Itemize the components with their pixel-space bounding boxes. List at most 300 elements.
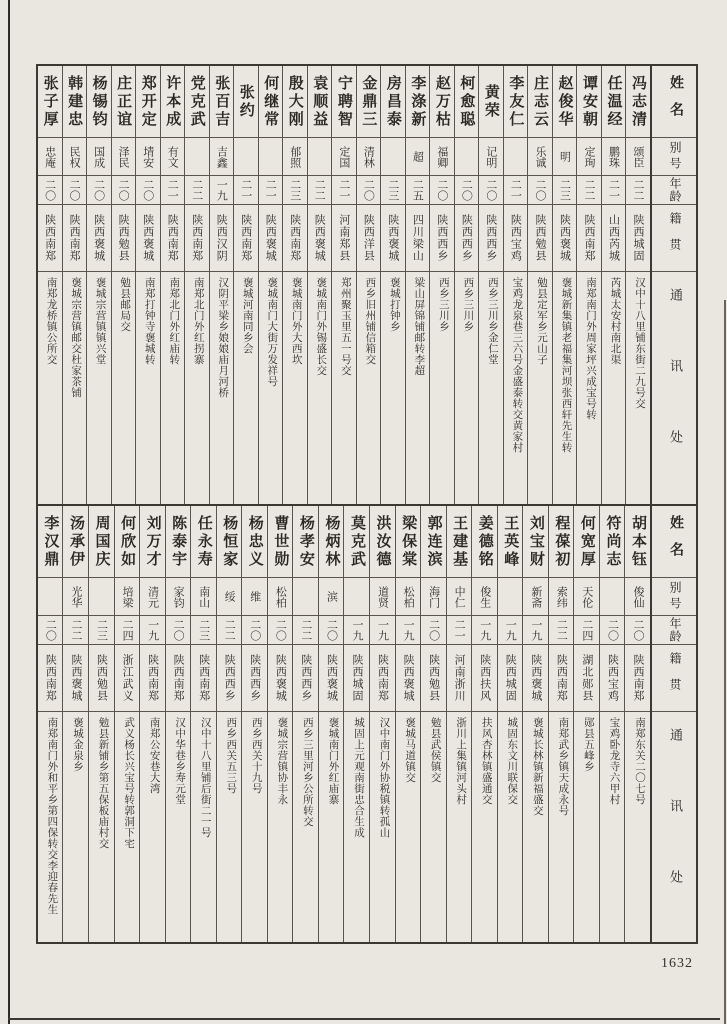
directory-entry — [497, 506, 523, 942]
entry-age: 二〇 — [625, 616, 650, 645]
entry-alias: 中仁 — [447, 578, 472, 616]
entry-name: 姜德铭 — [472, 506, 497, 578]
directory-entry — [292, 506, 318, 942]
entry-alias: 超 — [406, 138, 430, 176]
directory-entry — [38, 66, 62, 504]
entry-age: 一九 — [140, 616, 165, 645]
entry-address: 南郑北门外红拐寨 — [192, 277, 204, 365]
entry-origin: 陕西褒城 — [553, 205, 577, 272]
entry-alias: 滨 — [319, 578, 344, 616]
entry-age: 二五 — [406, 176, 430, 205]
entry-name: 何继常 — [259, 66, 283, 138]
entry-alias: 福卿 — [430, 138, 454, 176]
entry-name: 谭安朝 — [577, 66, 601, 138]
directory-entry — [282, 66, 307, 504]
entry-address: 勉县邮局交 — [119, 277, 131, 332]
entry-age: 二一 — [332, 176, 356, 205]
directory-entry — [429, 66, 454, 504]
entry-name: 赵万枯 — [430, 66, 454, 138]
entry-origin: 浙江武义 — [115, 645, 140, 712]
entry-name: 金鼎三 — [357, 66, 381, 138]
entry-age: 二三 — [283, 176, 307, 205]
entry-origin: 四川梁山 — [406, 205, 430, 272]
entry-address: 褒城南门外红庙寨 — [327, 717, 339, 805]
entry-origin: 陕西褒城 — [308, 205, 332, 272]
entry-address: 褒城宗营镇协丰永 — [276, 717, 288, 805]
entry-address: 褒城南门大街万发祥号 — [266, 277, 278, 387]
entry-name: 何欣如 — [115, 506, 140, 578]
entry-alias — [504, 138, 528, 176]
entry-alias: 乐诚 — [528, 138, 552, 176]
entry-origin: 陕西南郑 — [370, 645, 395, 712]
entry-address: 城固东文川联保交 — [506, 717, 518, 805]
entry-address: 南郑北门外红庙转 — [168, 277, 180, 365]
entry-origin: 陕西南郑 — [161, 205, 185, 272]
entry-origin: 陕西汉阴 — [210, 205, 234, 272]
directory-entry — [88, 506, 114, 942]
entry-origin: 陕西褒城 — [87, 205, 111, 272]
entry-age: 二三 — [553, 176, 577, 205]
entry-address: 南郑南门外和平乡第四保转交李迎春先生 — [46, 717, 58, 915]
entry-alias: 新斋 — [523, 578, 548, 616]
directory-entry — [548, 506, 574, 942]
directory-band-bottom — [38, 504, 696, 942]
entry-alias: 家钧 — [166, 578, 191, 616]
entry-alias — [498, 578, 523, 616]
entry-alias: 清林 — [357, 138, 381, 176]
entry-origin: 陕西褒城 — [396, 645, 421, 712]
entry-origin: 陕西勉县 — [528, 205, 552, 272]
header-name: 姓名 — [652, 66, 696, 138]
scan-edge-right — [724, 300, 726, 1024]
entry-address: 西乡西关五三号 — [225, 717, 237, 794]
entry-name: 袁顺益 — [308, 66, 332, 138]
directory-entry — [86, 66, 111, 504]
entry-name: 杨恒家 — [217, 506, 242, 578]
entry-name: 韩建忠 — [63, 66, 87, 138]
header-address: 通讯处 — [668, 288, 683, 501]
directory-entry — [552, 66, 577, 504]
directory-entry — [625, 66, 650, 504]
entry-address: 扶风杏林镇盛通交 — [480, 717, 492, 805]
entry-address: 汉中十八里铺后街二一号 — [199, 717, 211, 838]
directory-entry — [62, 506, 88, 942]
entry-age: 二二 — [626, 176, 650, 205]
entry-address: 褒城金泉乡 — [71, 717, 83, 772]
entry-address: 城固上元观南街忠合生成 — [352, 717, 364, 838]
entry-age: 一九 — [210, 176, 234, 205]
directory-entry — [233, 66, 258, 504]
entry-origin: 陕西西乡 — [430, 205, 454, 272]
entry-name: 符尚志 — [600, 506, 625, 578]
entry-alias: 忠庵 — [38, 138, 62, 176]
entry-alias — [89, 578, 114, 616]
entry-age: 二二 — [308, 176, 332, 205]
entry-alias — [293, 578, 318, 616]
entry-name: 洪汝德 — [370, 506, 395, 578]
column-headers-bottom — [650, 506, 696, 942]
entry-origin: 陕西城固 — [498, 645, 523, 712]
entry-origin: 陕西褒城 — [63, 645, 88, 712]
entry-age: 二〇 — [528, 176, 552, 205]
entry-alias: 定珣 — [577, 138, 601, 176]
entry-alias: 维 — [242, 578, 267, 616]
entry-origin: 陕西南郑 — [625, 645, 650, 712]
entry-alias — [185, 138, 209, 176]
entry-address: 汉中十八里铺东街二九号交 — [634, 277, 645, 409]
entry-alias: 国成 — [87, 138, 111, 176]
directory-entry — [111, 66, 136, 504]
entry-origin: 陕西褒城 — [136, 205, 160, 272]
entry-age: 二〇 — [600, 616, 625, 645]
entry-age: 二〇 — [268, 616, 293, 645]
header-age: 年龄 — [652, 616, 696, 645]
directory-entry — [356, 66, 381, 504]
entry-origin: 河南浙川 — [447, 645, 472, 712]
header-origin: 籍贯 — [652, 645, 696, 712]
entry-address: 梁山屏锦铺邮转李超 — [413, 277, 425, 376]
header-name: 姓名 — [652, 506, 696, 578]
scan-edge-left — [8, 0, 10, 1024]
entry-address: 勉县定军乡元山子 — [535, 277, 547, 365]
entry-origin: 陕西南郑 — [549, 645, 574, 712]
directory-entry — [318, 506, 344, 942]
directory-entry — [446, 506, 472, 942]
directory-band-top — [38, 66, 696, 504]
entry-address: 南郑南门外周家坪兴成宝号转 — [584, 277, 596, 420]
entry-name: 庄志云 — [528, 66, 552, 138]
entries-top — [38, 66, 650, 504]
directory-entry — [405, 66, 430, 504]
entry-address: 褒城长林镇新福盛交 — [531, 717, 543, 816]
entry-origin: 陕西宝鸡 — [600, 645, 625, 712]
entry-address: 西乡三里河乡公所转交 — [301, 717, 313, 827]
header-origin: 籍贯 — [652, 205, 696, 272]
entry-alias: 松柏 — [396, 578, 421, 616]
entry-name: 赵俊华 — [553, 66, 577, 138]
entry-age: 二〇 — [87, 176, 111, 205]
entry-age: 一九 — [396, 616, 421, 645]
entry-age: 二二 — [293, 616, 318, 645]
entry-origin: 陕西南郑 — [140, 645, 165, 712]
directory-entry — [522, 506, 548, 942]
entry-age: 二一 — [259, 176, 283, 205]
entry-address: 郑州聚玉里五一号交 — [339, 277, 351, 376]
entry-alias: 海门 — [421, 578, 446, 616]
entry-age: 二〇 — [479, 176, 503, 205]
entry-origin: 陕西南郑 — [166, 645, 191, 712]
entry-origin: 陕西南郑 — [191, 645, 216, 712]
entry-origin: 陕西南郑 — [234, 205, 258, 272]
entry-name: 王建基 — [447, 506, 472, 578]
directory-entry — [573, 506, 599, 942]
entry-address: 西乡西关十九号 — [250, 717, 262, 794]
entry-alias — [259, 138, 283, 176]
directory-entry — [209, 66, 234, 504]
entry-age: 二〇 — [38, 176, 62, 205]
entry-name: 郑开定 — [136, 66, 160, 138]
entry-origin: 陕西褒城 — [319, 645, 344, 712]
entry-address: 褒城马道镇交 — [404, 717, 416, 783]
entry-name: 李涤新 — [406, 66, 430, 138]
page-number: 1632 — [661, 956, 693, 971]
entry-age: 一九 — [472, 616, 497, 645]
entry-alias — [344, 578, 369, 616]
entry-age: 二一 — [234, 176, 258, 205]
entry-address: 宝鸡龙泉巷三六号金盛泰转交黄家村 — [511, 277, 523, 453]
entry-alias — [455, 138, 479, 176]
directory-entry — [190, 506, 216, 942]
entry-alias: 郁照 — [283, 138, 307, 176]
entry-alias: 吉鑫 — [210, 138, 234, 176]
entry-age: 一九 — [498, 616, 523, 645]
entry-age: 二二 — [577, 176, 601, 205]
entry-origin: 河南郑县 — [332, 205, 356, 272]
entry-alias: 松柏 — [268, 578, 293, 616]
entry-age: 二四 — [574, 616, 599, 645]
entry-origin: 陕西西乡 — [455, 205, 479, 272]
entry-name: 任温经 — [602, 66, 626, 138]
entry-address: 南郑东关二〇七号 — [634, 717, 645, 805]
entry-origin: 陕西南郑 — [577, 205, 601, 272]
directory-entry — [599, 506, 625, 942]
directory-entry — [454, 66, 479, 504]
directory-entry — [184, 66, 209, 504]
entry-origin: 陕西南郑 — [38, 205, 62, 272]
entry-name: 张百吉 — [210, 66, 234, 138]
entry-alias: 有文 — [161, 138, 185, 176]
header-address: 通讯处 — [668, 728, 683, 941]
directory-entry — [380, 66, 405, 504]
entry-name: 冯志清 — [626, 66, 650, 138]
entry-origin: 陕西勉县 — [89, 645, 114, 712]
entry-alias: 埥安 — [136, 138, 160, 176]
entry-origin: 陕西勉县 — [112, 205, 136, 272]
entry-address: 西乡三川乡金仁堂 — [486, 277, 498, 365]
entry-address: 郧县五峰乡 — [582, 717, 594, 772]
entry-origin: 陕西褒城 — [268, 645, 293, 712]
entry-name: 杨炳林 — [319, 506, 344, 578]
entry-name: 任永寿 — [191, 506, 216, 578]
directory-table — [36, 64, 698, 944]
entry-address: 褒城宗营镇邮交杜家茶铺 — [70, 277, 82, 398]
entry-name: 李汉鼎 — [38, 506, 63, 578]
directory-entry — [369, 506, 395, 942]
entry-name: 周国庆 — [89, 506, 114, 578]
entry-alias — [38, 578, 63, 616]
entry-alias: 颂臣 — [626, 138, 650, 176]
entry-age: 二〇 — [38, 616, 63, 645]
entry-origin: 陕西城固 — [626, 205, 650, 272]
entry-origin: 陕西褒城 — [523, 645, 548, 712]
entry-address: 西乡三川乡 — [437, 277, 449, 332]
entry-name: 梁保棠 — [396, 506, 421, 578]
entry-name: 房昌泰 — [381, 66, 405, 138]
directory-entry — [258, 66, 283, 504]
entry-address: 勉县新铺乡第五保板庙村交 — [97, 717, 109, 849]
entry-address: 武义杨长兴宝号转郭洞下宅 — [123, 717, 135, 849]
directory-entry — [420, 506, 446, 942]
entry-alias: 天伦 — [574, 578, 599, 616]
entry-name: 曹世勋 — [268, 506, 293, 578]
entry-origin: 陕西褒城 — [259, 205, 283, 272]
entry-address: 褒城新集镇老福集河坝张西轩先生转 — [560, 277, 572, 453]
entry-age: 二一 — [602, 176, 626, 205]
entry-address: 汉阴平梁乡娘娘庙月河桥 — [217, 277, 229, 398]
entry-age: 二三 — [191, 616, 216, 645]
directory-entry — [139, 506, 165, 942]
entry-age: 二三 — [89, 616, 114, 645]
directory-entry — [135, 66, 160, 504]
entry-age: 二〇 — [136, 176, 160, 205]
entry-address: 褒城打钟乡 — [388, 277, 400, 332]
entry-name: 程葆初 — [549, 506, 574, 578]
directory-entry — [241, 506, 267, 942]
entry-alias — [234, 138, 258, 176]
directory-entry — [331, 66, 356, 504]
entry-alias: 清元 — [140, 578, 165, 616]
entry-origin: 陕西宝鸡 — [504, 205, 528, 272]
directory-entry — [62, 66, 87, 504]
entry-origin: 陕西扶风 — [472, 645, 497, 712]
entry-name: 刘宝财 — [523, 506, 548, 578]
entry-name: 宁聘智 — [332, 66, 356, 138]
entry-alias: 鹏珠 — [602, 138, 626, 176]
entry-age: 二〇 — [455, 176, 479, 205]
entry-alias: 记明 — [479, 138, 503, 176]
entry-origin: 陕西南郑 — [63, 205, 87, 272]
entry-age: 一九 — [344, 616, 369, 645]
entry-alias: 绥 — [217, 578, 242, 616]
directory-entry — [165, 506, 191, 942]
entry-address: 南郑打钟寺褒城转 — [143, 277, 155, 365]
entry-age: 二〇 — [319, 616, 344, 645]
entry-age: 二〇 — [112, 176, 136, 205]
entry-origin: 陕西西乡 — [479, 205, 503, 272]
entry-age: 二二 — [185, 176, 209, 205]
entry-name: 杨孝安 — [293, 506, 318, 578]
entry-alias: 光华 — [63, 578, 88, 616]
header-alias: 别号 — [652, 138, 696, 176]
directory-entry — [216, 506, 242, 942]
entry-origin: 陕西城固 — [344, 645, 369, 712]
directory-entry — [38, 506, 63, 942]
entry-age: 二一 — [504, 176, 528, 205]
entry-name: 杨锡钧 — [87, 66, 111, 138]
entry-address: 褒城南门外锡盛长交 — [315, 277, 327, 376]
entry-origin: 陕西南郑 — [185, 205, 209, 272]
entry-address: 褒城南门外大西坎 — [290, 277, 302, 365]
directory-entry — [267, 506, 293, 942]
entry-age: 二〇 — [421, 616, 446, 645]
entry-alias: 俊生 — [472, 578, 497, 616]
entry-name: 张子厚 — [38, 66, 62, 138]
entry-name: 庄正谊 — [112, 66, 136, 138]
directory-entry — [307, 66, 332, 504]
entry-address: 浙川上集镇河头村 — [455, 717, 467, 805]
entry-origin: 山西芮城 — [602, 205, 626, 272]
directory-entry — [114, 506, 140, 942]
directory-entry — [343, 506, 369, 942]
entry-origin: 陕西南郑 — [38, 645, 63, 712]
entry-age: 二〇 — [242, 616, 267, 645]
entry-alias: 南山 — [191, 578, 216, 616]
entry-alias: 民权 — [63, 138, 87, 176]
entry-name: 黄荣 — [479, 66, 503, 138]
entry-alias — [600, 578, 625, 616]
directory-entry — [503, 66, 528, 504]
entry-age: 二一 — [161, 176, 185, 205]
entry-origin: 陕西西乡 — [242, 645, 267, 712]
directory-entry — [160, 66, 185, 504]
entry-address: 褒城河南同乡会 — [241, 277, 253, 354]
entry-age: 二二 — [63, 616, 88, 645]
entry-age: 二〇 — [63, 176, 87, 205]
entry-address: 汉中南门外协税镇转孤山 — [378, 717, 390, 838]
entry-name: 王英峰 — [498, 506, 523, 578]
directory-entry — [527, 66, 552, 504]
entry-origin: 陕西洋县 — [357, 205, 381, 272]
entry-name: 杨忠义 — [242, 506, 267, 578]
directory-entry — [478, 66, 503, 504]
entry-name: 刘万才 — [140, 506, 165, 578]
directory-entry — [601, 66, 626, 504]
entry-alias: 定国 — [332, 138, 356, 176]
entry-name: 党克武 — [185, 66, 209, 138]
entry-alias: 培梁 — [115, 578, 140, 616]
header-alias: 别号 — [652, 578, 696, 616]
entry-name: 柯愈聪 — [455, 66, 479, 138]
entry-name: 陈泰宇 — [166, 506, 191, 578]
directory-entry — [576, 66, 601, 504]
entry-address: 西乡三川乡 — [462, 277, 474, 332]
entry-alias: 俊仙 — [625, 578, 650, 616]
directory-entry — [624, 506, 650, 942]
entry-alias — [308, 138, 332, 176]
entry-origin: 陕西褒城 — [381, 205, 405, 272]
column-headers-top — [650, 66, 696, 504]
entry-origin: 陕西西乡 — [293, 645, 318, 712]
entry-address: 勉县武侯镇交 — [429, 717, 441, 783]
entry-address: 南郑公安巷大湾 — [148, 717, 160, 794]
entry-origin: 陕西勉县 — [421, 645, 446, 712]
scan-edge-bottom — [8, 1018, 720, 1020]
entry-alias: 道贤 — [370, 578, 395, 616]
entry-origin: 湖北郧县 — [574, 645, 599, 712]
entry-address: 南郑龙桥镇公所交 — [45, 277, 57, 365]
entry-age: 一九 — [523, 616, 548, 645]
entry-name: 李友仁 — [504, 66, 528, 138]
entry-origin: 陕西西乡 — [217, 645, 242, 712]
entry-age: 一九 — [370, 616, 395, 645]
entry-name: 何宽厚 — [574, 506, 599, 578]
entry-age: 二〇 — [357, 176, 381, 205]
entry-age: 二二 — [549, 616, 574, 645]
entry-name: 张约 — [234, 66, 258, 138]
entry-name: 胡本钰 — [625, 506, 650, 578]
entry-age: 二〇 — [430, 176, 454, 205]
entry-name: 郭连滨 — [421, 506, 446, 578]
entry-address: 褒城宗营镇镇兴堂 — [94, 277, 106, 365]
entry-origin: 陕西南郑 — [283, 205, 307, 272]
entry-address: 南郑武乡镇天成永号 — [557, 717, 569, 816]
entry-name: 汤承伊 — [63, 506, 88, 578]
entry-name: 许本成 — [161, 66, 185, 138]
header-age: 年龄 — [652, 176, 696, 205]
entry-address: 宝鸡卧龙寺六甲村 — [608, 717, 620, 805]
entry-age: 二四 — [115, 616, 140, 645]
entry-age: 二二 — [217, 616, 242, 645]
